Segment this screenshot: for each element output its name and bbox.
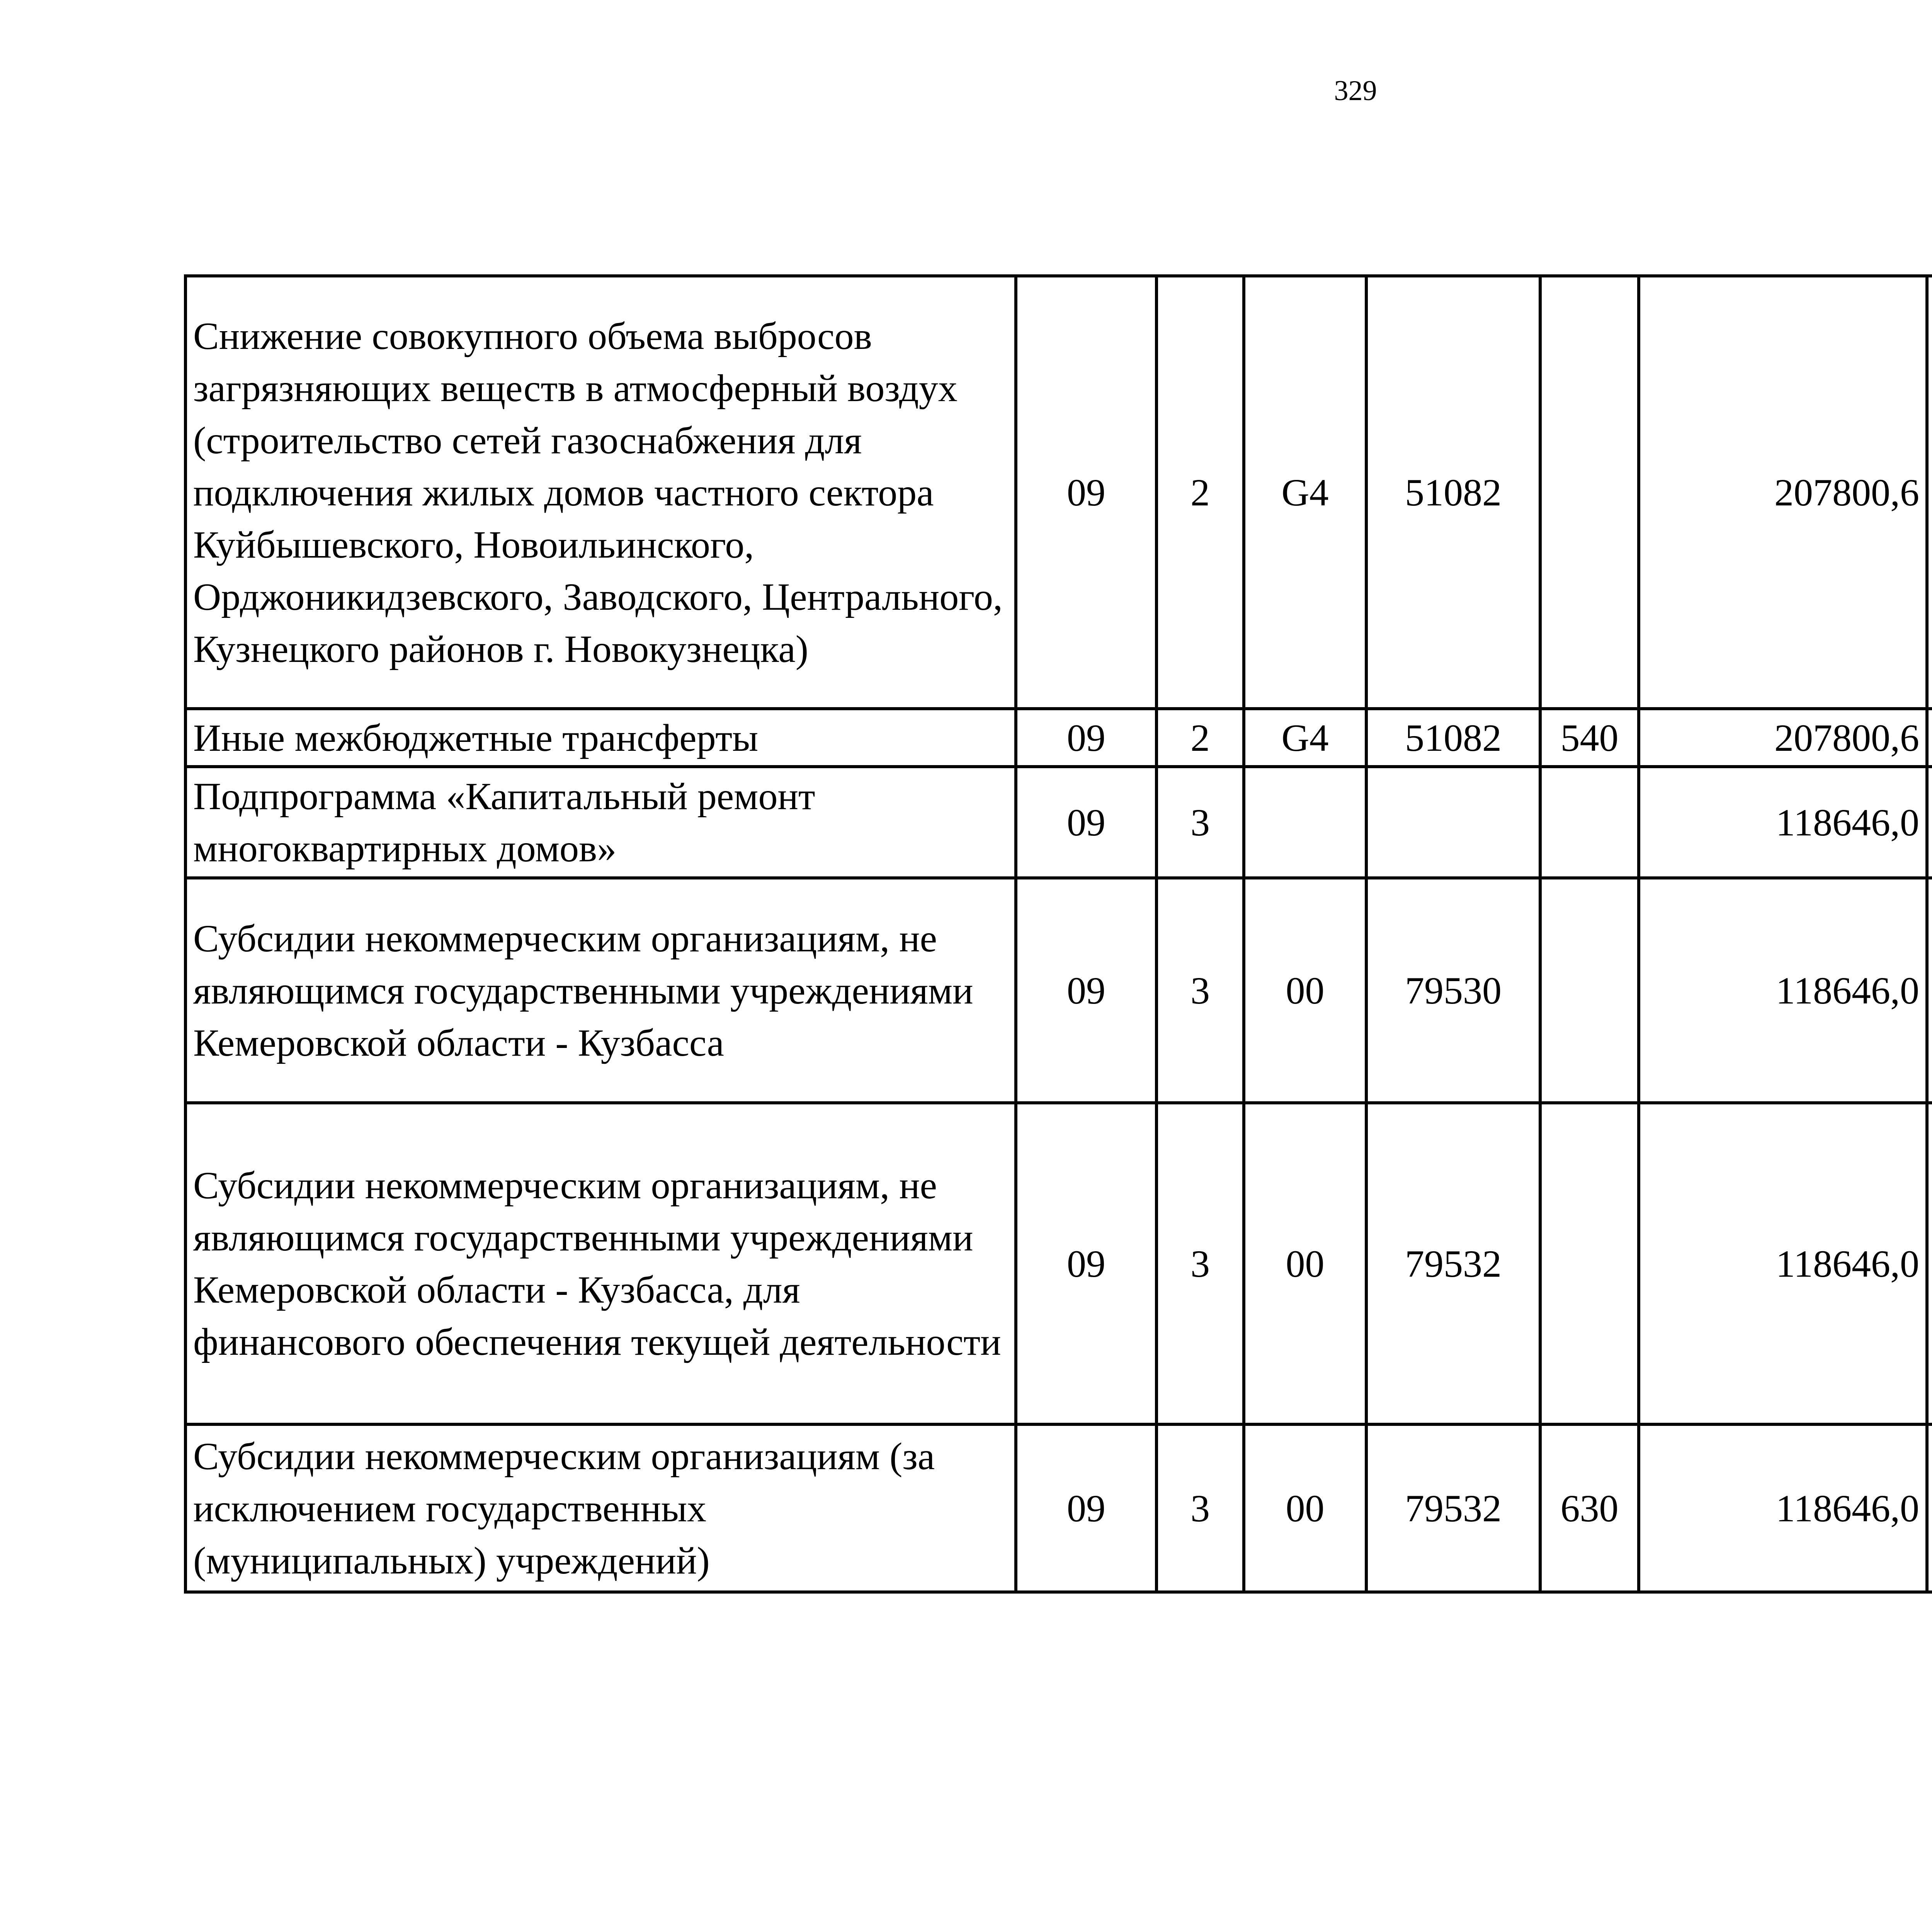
amount-year1-cell: 118646,0 xyxy=(1639,878,1927,1103)
amount-year1-cell: 118646,0 xyxy=(1639,767,1927,878)
subprogram-code-cell: 3 xyxy=(1156,767,1244,878)
expense-type-cell: 630 xyxy=(1540,1424,1639,1592)
section-code-cell: 09 xyxy=(1016,767,1156,878)
row-name-cell: Субсидии некоммерческим организациям, не являющимся государственными учреждениями Кемеровской области - Кузбасса, для финансового обеспечения текущей деятельности xyxy=(185,1103,1016,1424)
section-code-cell: 09 xyxy=(1016,1424,1156,1592)
amount-year1-cell: 118646,0 xyxy=(1639,1103,1927,1424)
row-name-cell: Иные межбюджетные трансферты xyxy=(185,709,1016,767)
expense-type-cell xyxy=(1540,276,1639,709)
amount-year1-cell: 207800,6 xyxy=(1639,709,1927,767)
budget-table xyxy=(184,274,1932,1594)
expense-type-cell xyxy=(1540,878,1639,1103)
row-name-cell: Субсидии некоммерческим организациям (за исключением государственных (муниципальных) учреждений) xyxy=(185,1424,1016,1592)
page-number: 329 xyxy=(1334,75,1377,107)
subprogram-code-cell: 2 xyxy=(1156,709,1244,767)
subprogram-code-cell: 3 xyxy=(1156,878,1244,1103)
row-name-cell: Подпрограмма «Капитальный ремонт многоквартирных домов» xyxy=(185,767,1016,878)
expense-code-cell: 79530 xyxy=(1366,878,1540,1103)
subprogram-code-cell: 2 xyxy=(1156,276,1244,709)
table-row xyxy=(185,276,1932,709)
expense-code-cell: 79532 xyxy=(1366,1103,1540,1424)
row-name-cell: Снижение совокупного объема выбросов загрязняющих веществ в атмосферный воздух (строительство сетей газоснабжения для подключения жилых домов частного сектора Куйбышевского, Новоильинского, Орджоникидзевского, Заводского, Центрального, Кузнецкого районов г. Новокузнецка) xyxy=(185,276,1016,709)
section-code-cell: 09 xyxy=(1016,709,1156,767)
direction-code-cell: 00 xyxy=(1244,878,1366,1103)
subprogram-code-cell: 3 xyxy=(1156,1424,1244,1592)
table-row xyxy=(185,1424,1932,1592)
direction-code-cell: 00 xyxy=(1244,1103,1366,1424)
table-row xyxy=(185,709,1932,767)
amount-year1-cell: 118646,0 xyxy=(1639,1424,1927,1592)
expense-code-cell: 51082 xyxy=(1366,709,1540,767)
amount-year1-cell: 207800,6 xyxy=(1639,276,1927,709)
section-code-cell: 09 xyxy=(1016,276,1156,709)
row-name-cell: Субсидии некоммерческим организациям, не являющимся государственными учреждениями Кемеровской области - Кузбасса xyxy=(185,878,1016,1103)
section-code-cell: 09 xyxy=(1016,1103,1156,1424)
table-row xyxy=(185,878,1932,1103)
amount-year2-cell xyxy=(1927,1103,1932,1424)
amount-year2-cell xyxy=(1927,276,1932,709)
amount-year2-cell xyxy=(1927,709,1932,767)
expense-code-cell xyxy=(1366,767,1540,878)
section-code-cell: 09 xyxy=(1016,878,1156,1103)
direction-code-cell: G4 xyxy=(1244,709,1366,767)
amount-year2-cell xyxy=(1927,1424,1932,1592)
direction-code-cell: 00 xyxy=(1244,1424,1366,1592)
amount-year2-cell xyxy=(1927,878,1932,1103)
table-row xyxy=(185,1103,1932,1424)
expense-code-cell: 51082 xyxy=(1366,276,1540,709)
direction-code-cell: G4 xyxy=(1244,276,1366,709)
expense-type-cell xyxy=(1540,767,1639,878)
expense-code-cell: 79532 xyxy=(1366,1424,1540,1592)
expense-type-cell: 540 xyxy=(1540,709,1639,767)
amount-year2-cell xyxy=(1927,767,1932,878)
table-row xyxy=(185,767,1932,878)
expense-type-cell xyxy=(1540,1103,1639,1424)
subprogram-code-cell: 3 xyxy=(1156,1103,1244,1424)
direction-code-cell xyxy=(1244,767,1366,878)
